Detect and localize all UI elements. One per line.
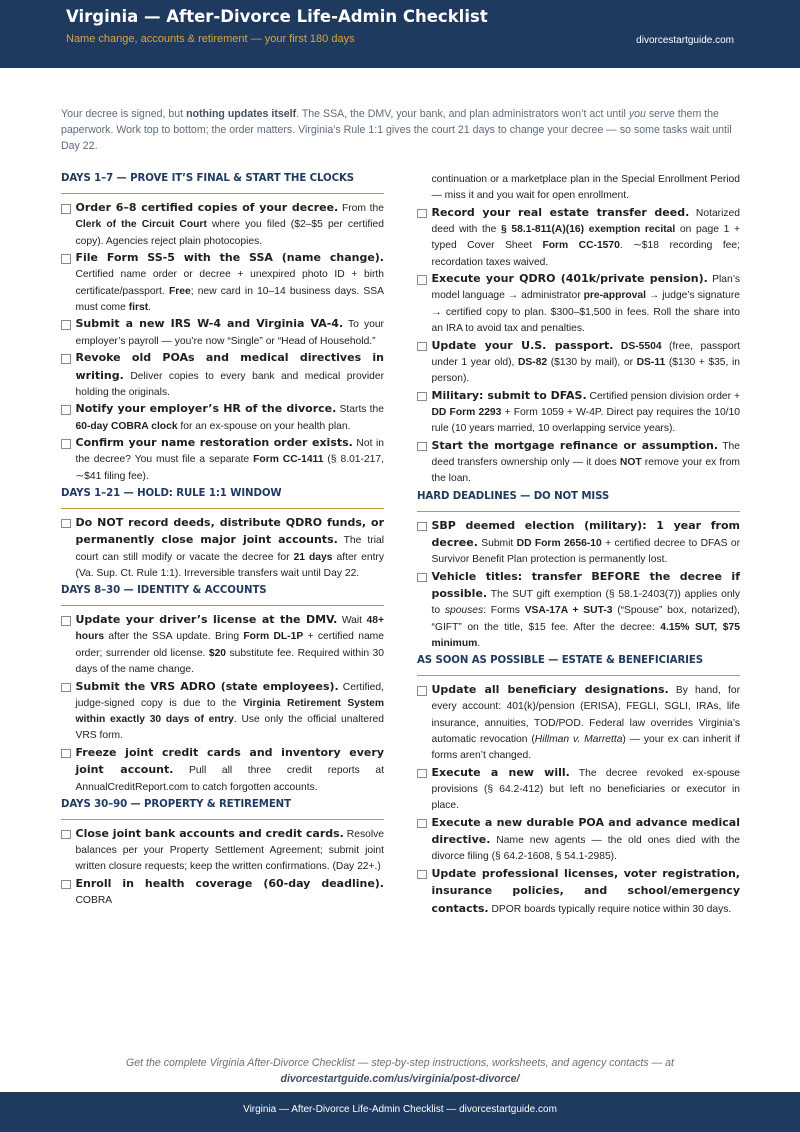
item-title: Update your U.S. passport. [431, 338, 614, 352]
checkbox[interactable] [417, 342, 427, 352]
item-text: Pull all three credit reports at AnnualCreditReport.com to catch forgotten accounts. [75, 765, 385, 793]
checkbox[interactable] [61, 683, 71, 693]
item-bold: DD Form 2293 [431, 406, 502, 418]
item-bold: DS-11 [636, 356, 666, 368]
checkbox[interactable] [61, 320, 71, 330]
checklist-item [417, 388, 740, 438]
item-title: Notify your employer’s HR of the divorce. [75, 402, 337, 416]
checklist-item [61, 350, 384, 401]
item-title: Submit a new IRS W-4 and Virginia VA-4. [75, 317, 344, 331]
checkbox[interactable] [61, 204, 71, 214]
item-title: Close joint bank accounts and credit cards. [75, 826, 344, 840]
intro-emphasis: you [628, 108, 646, 120]
item-bold: Free [168, 285, 191, 297]
page-footer: Virginia — After-Divorce Life-Admin Checklist — divorcestartguide.com [0, 1092, 800, 1132]
item-title: Do NOT record deeds, distribute QDRO funds, or permanently close major joint accounts. [75, 515, 384, 547]
item-bold: first [128, 301, 149, 313]
item-text: ) — your ex can inherit if forms aren’t changed. [431, 734, 740, 762]
item-text: (§ 8.01-217, ∼$41 filing fee). [75, 454, 384, 482]
item-bold: $20 [208, 647, 227, 659]
checklist-item [61, 250, 384, 316]
item-text: remove your ex from the loan. [431, 456, 740, 485]
item-text: COBRA [75, 895, 113, 907]
checklist-item [417, 765, 740, 815]
item-text: where you filed ($2–$5 per certified copy). Agencies reject plain photocopies. [75, 219, 384, 247]
section-heading: HARD DEADLINES — DO NOT MISS [417, 488, 740, 512]
item-text: ($130 by mail), or [547, 356, 637, 368]
item-text: after the SSA update. Bring [104, 631, 244, 643]
item-text: . ∼$18 recording fee; recordation taxes waived. [431, 240, 741, 268]
checklist-item [61, 745, 384, 796]
checkbox[interactable] [417, 522, 427, 532]
checklist-item [61, 316, 384, 350]
item-title: Vehicle titles: transfer BEFORE the decree if possible. [431, 569, 740, 600]
item-text: + certified decree to DFAS or Survivor Benefit Plan protection is permanently lost. [431, 537, 740, 566]
checkbox[interactable] [417, 819, 427, 829]
checkbox[interactable] [417, 209, 427, 219]
checklist-item [61, 401, 384, 435]
checklist-item [417, 682, 740, 764]
item-text: . Use only the official unaltered VRS form. [75, 714, 384, 742]
item-text: Submit [477, 537, 517, 549]
item-text: The decree revoked ex-spouse provisions (§ 64.2-412) but left no beneficiaries or executor in place. [431, 767, 740, 812]
right-column [417, 172, 740, 918]
left-column [61, 170, 384, 909]
checklist-item [61, 876, 384, 910]
checklist-item [417, 438, 740, 488]
item-text: The trial court can still modify or vacate the decree for [75, 535, 384, 563]
item-bold: NOT [619, 456, 642, 468]
item-bold: § 58.1-811(A)(16) exemption recital [501, 224, 676, 236]
checklist-item [61, 679, 384, 745]
item-text: DPOR boards typically require notice within 30 days. [488, 903, 732, 915]
footnote [0, 1055, 800, 1087]
item-title: Update your driver’s license at the DMV. [75, 613, 338, 627]
item-title: Freeze joint credit cards and inventory every joint account. [75, 745, 384, 777]
item-text: Notarized deed with the [431, 207, 740, 236]
item-title: Update all beneficiary designations. [431, 683, 669, 697]
item-title: Enroll in health coverage (60-day deadline). [75, 876, 384, 890]
item-text: By hand, for every account: 401(k)/pension (ERISA), FEGLI, SGLI, IRAs, life insurance, annuities, TOD/POD. Federal law overrides Virginia’s automatic revocation ( [431, 685, 740, 746]
checkbox[interactable] [61, 830, 71, 840]
item-bold: DD Form 2656-10 [516, 537, 602, 549]
item-text: Name new agents — the old ones died with the divorce filing (§ 64.2-1608, § 54.1-2985). [431, 835, 740, 863]
checkbox[interactable] [417, 870, 427, 880]
item-text: The SUT gift exemption (§ 58.1-2403(7)) applies only to [431, 588, 740, 617]
item-title: Confirm your name restoration order exists. [75, 436, 353, 450]
item-text: From the [338, 203, 384, 214]
item-title: Start the mortgage refinance or assumption. [431, 438, 719, 452]
item-text: . [477, 637, 481, 649]
checklist-item [61, 826, 384, 876]
item-text: substitute fee. Required within 30 days of the name change. [75, 647, 384, 676]
checklist-item [417, 271, 740, 337]
item-text: . [148, 301, 152, 313]
item-text: ; new card in 10–14 business days. SSA must come [75, 285, 385, 313]
item-title: Record your real estate transfer deed. [431, 205, 690, 219]
checkbox[interactable] [61, 405, 71, 415]
item-text: Wait [337, 615, 367, 627]
item-title: Execute a new durable POA and advance medical directive. [431, 815, 740, 847]
checklist-item [417, 205, 740, 271]
checkbox[interactable] [61, 519, 71, 529]
checkbox[interactable] [61, 439, 71, 449]
item-bold: DS-5504 [620, 340, 662, 352]
header-site-name: divorcestartguide.com [636, 35, 734, 46]
intro-text: Your decree is signed, but [61, 108, 187, 120]
checklist-item [417, 338, 740, 388]
item-text: Deliver copies to every bank and medical provider holding the originals. [75, 370, 384, 398]
item-title: SBP deemed election (military): 1 year from decree. [431, 518, 740, 549]
item-text: on page 1 + typed Cover Sheet [431, 224, 740, 252]
item-text: → judge’s signature → certified copy to plan. $300–$1,500 in fees. Roll the share into an IRA to avoid tax and penalties. [431, 290, 740, 335]
item-text: + certified name order; surrender old license. [75, 631, 384, 659]
item-text: The deed transfers ownership only — it does [431, 440, 740, 468]
item-bold: DS-82 [517, 356, 548, 368]
checklist-item [417, 518, 740, 569]
item-text: Certified name order or decree + unexpired photo ID + birth certificate/passport. [75, 269, 384, 297]
item-text: Certified pension division order + [586, 390, 741, 402]
item-text: Starts the [336, 404, 384, 416]
item-title: Military: submit to DFAS. [431, 388, 587, 402]
intro-text: serve them the paperwork. Work top to bottom; the order matters. Virginia’s Rule 1:1 gives the court 21 days to change your decree — so some tasks wait until Day 22. [61, 108, 732, 152]
item-text: + Form 1059 + W-4P. Direct pay requires the 10/10 rule (10 years married, 10 overlapping service years). [431, 406, 740, 435]
intro-text: . The SSA, the DMV, your bank, and plan administrators won’t act until [296, 108, 629, 120]
item-italic: spouses [444, 605, 484, 617]
checklist-item [417, 866, 740, 918]
item-bold: Form DL-1P [243, 631, 304, 643]
item-continuation: continuation or a marketplace plan in the Special Enrollment Period — miss it and you wait for open enrollment. [431, 174, 740, 202]
checkbox[interactable] [417, 686, 427, 696]
item-title: Revoke old POAs and medical directives in writing. [75, 351, 384, 382]
checkbox[interactable] [417, 442, 427, 452]
item-text: ($130 + $35, in person). [431, 356, 740, 385]
checkbox[interactable] [61, 749, 71, 759]
section-heading: AS SOON AS POSSIBLE — ESTATE & BENEFICIARIES [417, 652, 740, 676]
item-bold: 21 days [293, 551, 333, 563]
item-bold: Form CC-1570 [542, 240, 620, 252]
item-title: Execute your QDRO (401k/private pension). [431, 272, 708, 286]
section-heading: DAYS 30–90 — PROPERTY & RETIREMENT [61, 796, 384, 820]
checklist-item [417, 569, 740, 652]
item-title: Execute a new will. [431, 765, 570, 779]
intro-paragraph [61, 106, 740, 154]
section-heading: DAYS 1–7 — PROVE IT’S FINAL & START THE CLOCKS [61, 170, 384, 194]
item-text: Not in the decree? You must file a separate [75, 438, 384, 466]
item-bold: Clerk of the Circuit Court [75, 219, 207, 231]
checklist-item [417, 815, 740, 866]
item-title: Update professional licenses, voter registration, insurance policies, and school/emergency contacts. [431, 866, 740, 915]
intro-emphasis: nothing updates itself [186, 108, 297, 120]
item-text: for an ex-spouse on your health plan. [177, 420, 351, 432]
item-text: (free, passport under 1 year old), [431, 340, 740, 368]
page-title: Virginia — After-Divorce Life-Admin Checklist [66, 7, 488, 26]
item-title: File Form SS-5 with the SSA (name change). [75, 251, 384, 265]
item-bold: 60-day COBRA clock [75, 420, 178, 432]
item-text: : Forms [483, 605, 525, 617]
page-header [0, 0, 800, 68]
item-bold: 4.15% SUT, $75 minimum [431, 621, 740, 649]
checklist-item [61, 435, 384, 485]
section-heading: DAYS 1–21 — HOLD: RULE 1:1 WINDOW [61, 485, 384, 509]
section-heading: DAYS 8–30 — IDENTITY & ACCOUNTS [61, 582, 384, 606]
item-bold: Virginia Retirement System within exactly 30 days of entry [75, 697, 384, 726]
item-bold: 48+ hours [75, 615, 384, 643]
item-text: Certified, judge-signed copy is due to the [75, 681, 384, 709]
item-text [613, 341, 620, 352]
checkbox[interactable] [417, 769, 427, 779]
item-italic: Hillman v. Marretta [534, 734, 623, 746]
footnote-link[interactable]: divorcestartguide.com/us/virginia/post-divorce/ [280, 1073, 520, 1085]
checkbox[interactable] [417, 392, 427, 402]
item-bold: pre-approval [583, 290, 646, 302]
item-bold: Form CC-1411 [253, 454, 324, 466]
checklist-item [61, 515, 384, 582]
checkbox[interactable] [61, 254, 71, 264]
item-title: Submit the VRS ADRO (state employees). [75, 679, 339, 693]
item-text: (“Spouse” box, notarized), “GIFT” on the title, $15 fee. After the decree: [431, 605, 740, 633]
item-text: Plan’s model language → administrator [431, 274, 740, 302]
footnote-text: Get the complete Virginia After-Divorce Checklist — step-by-step instructions, worksheets, and agency contacts — at [126, 1057, 674, 1069]
checkbox[interactable] [417, 275, 427, 285]
checklist-item [61, 200, 384, 250]
item-text: after entry (Va. Sup. Ct. Rule 1:1). Irreversible transfers wait until Day 22. [75, 551, 385, 579]
item-text: Resolve balances per your Property Settlement Agreement; submit joint written closure requests; keep the written confirmations. (Day 22+.) [75, 828, 384, 873]
checkbox[interactable] [61, 880, 71, 890]
item-title: Order 6–8 certified copies of your decree. [75, 201, 339, 214]
checklist-item [61, 612, 384, 678]
item-text: To your employer’s payroll — you’re now “Single” or “Head of Household.” [75, 319, 384, 347]
checkbox[interactable] [417, 573, 427, 583]
checkbox[interactable] [61, 354, 71, 364]
page-subtitle: Name change, accounts & retirement — your first 180 days [66, 33, 355, 45]
item-bold: VSA-17A + SUT-3 [524, 605, 613, 617]
checkbox[interactable] [61, 616, 71, 626]
